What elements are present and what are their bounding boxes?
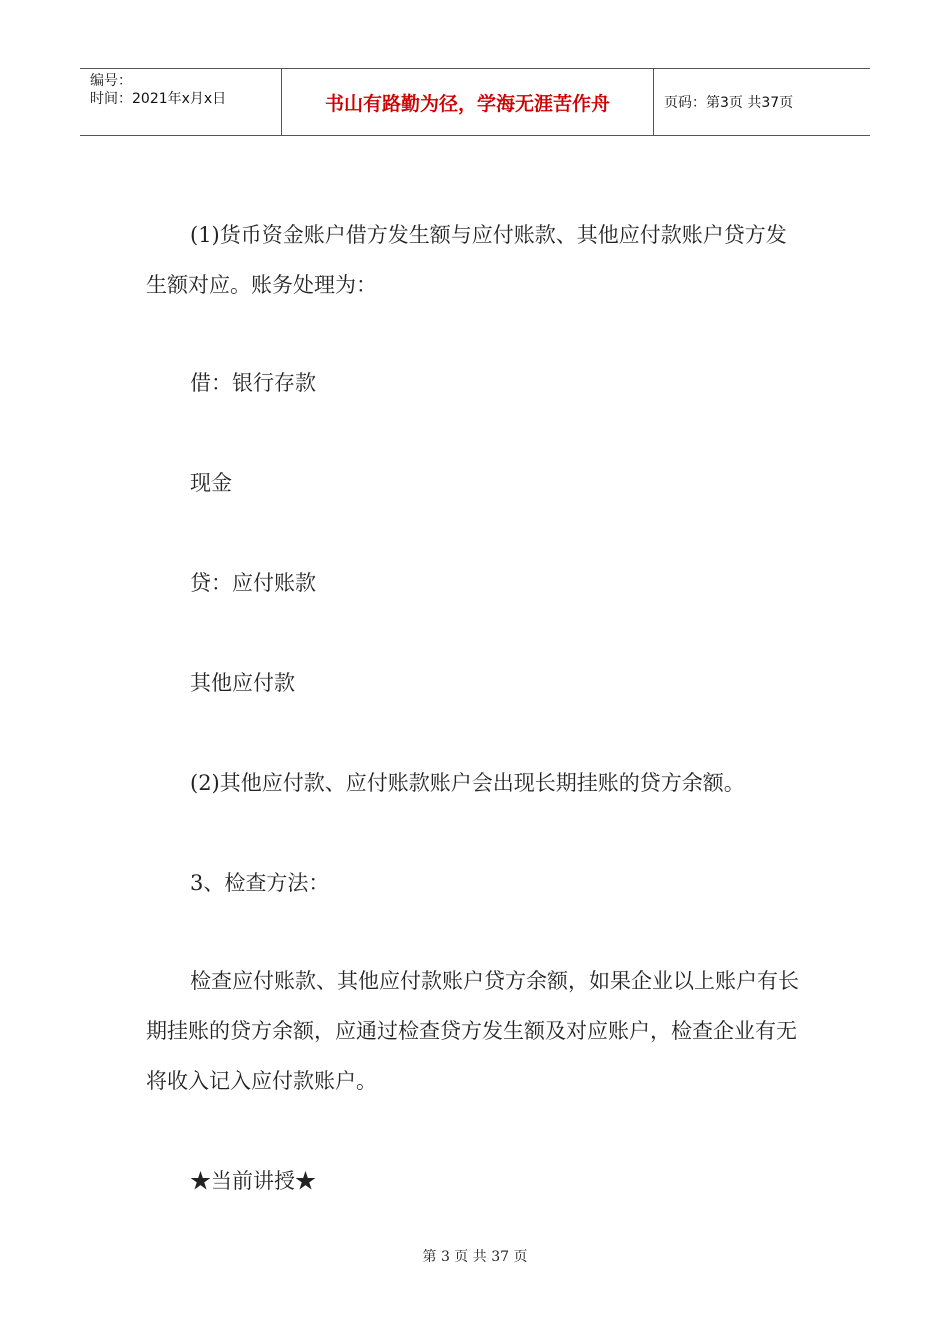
paragraph-1: (1)货币资金账户借方发生额与应付账款、其他应付款账户贷方发生额对应。账务处理为： — [146, 223, 787, 297]
date-label: 时间：2021年x月x日 — [90, 91, 227, 107]
debit-line: 借：银行存款 — [190, 371, 316, 395]
page-footer: 第 3 页 共 37 页 — [422, 1249, 528, 1265]
paragraph-3: 检查应付账款、其他应付款账户贷方余额，如果企业以上账户有长期挂账的贷方余额，应通过检查贷方发生额及对应账户，检查企业有无将收入记入应付款账户。 — [146, 969, 799, 1093]
other-payable-line: 其他应付款 — [190, 671, 295, 695]
cash-line: 现金 — [190, 471, 232, 495]
section-3-heading: 3、检查方法： — [190, 871, 330, 895]
serial-label: 编号： — [90, 73, 132, 89]
header-motto: 书山有路勤为径，学海无涯苦作舟 — [282, 69, 654, 135]
page-header — [80, 68, 870, 136]
header-meta — [80, 69, 282, 135]
paragraph-2: (2)其他应付款、应付账款账户会出现长期挂账的贷方余额。 — [190, 771, 745, 795]
credit-line: 贷：应付账款 — [190, 571, 316, 595]
header-page-info: 页码：第3页 共37页 — [664, 95, 794, 111]
current-lecture: ★当前讲授★ — [190, 1169, 316, 1193]
